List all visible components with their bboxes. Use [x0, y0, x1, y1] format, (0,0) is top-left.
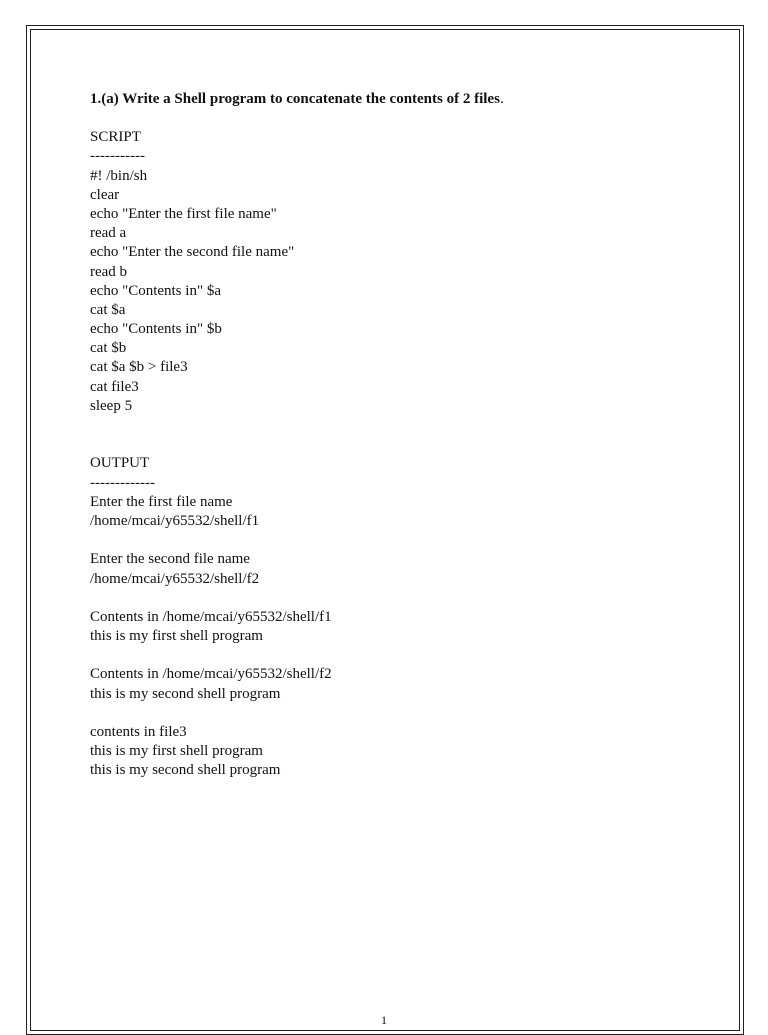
- script-line: sleep 5: [90, 397, 133, 414]
- script-line: echo "Contents in" $b: [90, 321, 222, 338]
- script-line: read b: [90, 263, 128, 280]
- output-line: Enter the first file name: [90, 493, 233, 510]
- output-line: Enter the second file name: [90, 551, 250, 568]
- script-line: cat $a: [90, 301, 126, 318]
- output-spacer: [90, 704, 710, 723]
- output-spacer: [90, 646, 710, 665]
- output-underline: -------------: [90, 474, 155, 491]
- script-line: cat file3: [90, 378, 139, 395]
- script-line: read a: [90, 225, 127, 242]
- script-line: echo "Enter the first file name": [90, 205, 277, 222]
- script-line: clear: [90, 186, 120, 203]
- output-line: Contents in /home/mcai/y65532/shell/f1: [90, 608, 332, 625]
- output-line: Contents in /home/mcai/y65532/shell/f2: [90, 666, 332, 683]
- output-line: /home/mcai/y65532/shell/f2: [90, 570, 260, 587]
- question-heading-period: .: [499, 91, 504, 107]
- page-number: 1: [381, 1013, 387, 1027]
- script-underline: -----------: [90, 148, 145, 165]
- output-spacer: [90, 531, 710, 550]
- output-line: this is my first shell program: [90, 628, 263, 645]
- output-line: this is my second shell program: [90, 685, 281, 702]
- script-line: cat $b: [90, 340, 127, 357]
- script-label: SCRIPT: [90, 129, 141, 146]
- output-spacer: [90, 589, 710, 608]
- output-line: /home/mcai/y65532/shell/f1: [90, 512, 260, 529]
- question-heading-text: 1.(a) Write a Shell program to concatenate the contents of 2 files: [90, 91, 500, 107]
- section-spacer: [90, 416, 710, 454]
- script-line: #! /bin/sh: [90, 167, 148, 184]
- output-label: OUTPUT: [90, 455, 150, 472]
- output-line: this is my second shell program: [90, 762, 281, 779]
- document-content: [90, 90, 710, 781]
- script-line: cat $a $b > file3: [90, 359, 188, 376]
- output-line: contents in file3: [90, 724, 187, 741]
- output-line: this is my first shell program: [90, 743, 263, 760]
- script-line: echo "Contents in" $a: [90, 282, 221, 299]
- script-line: echo "Enter the second file name": [90, 244, 295, 261]
- question-heading: [90, 90, 710, 109]
